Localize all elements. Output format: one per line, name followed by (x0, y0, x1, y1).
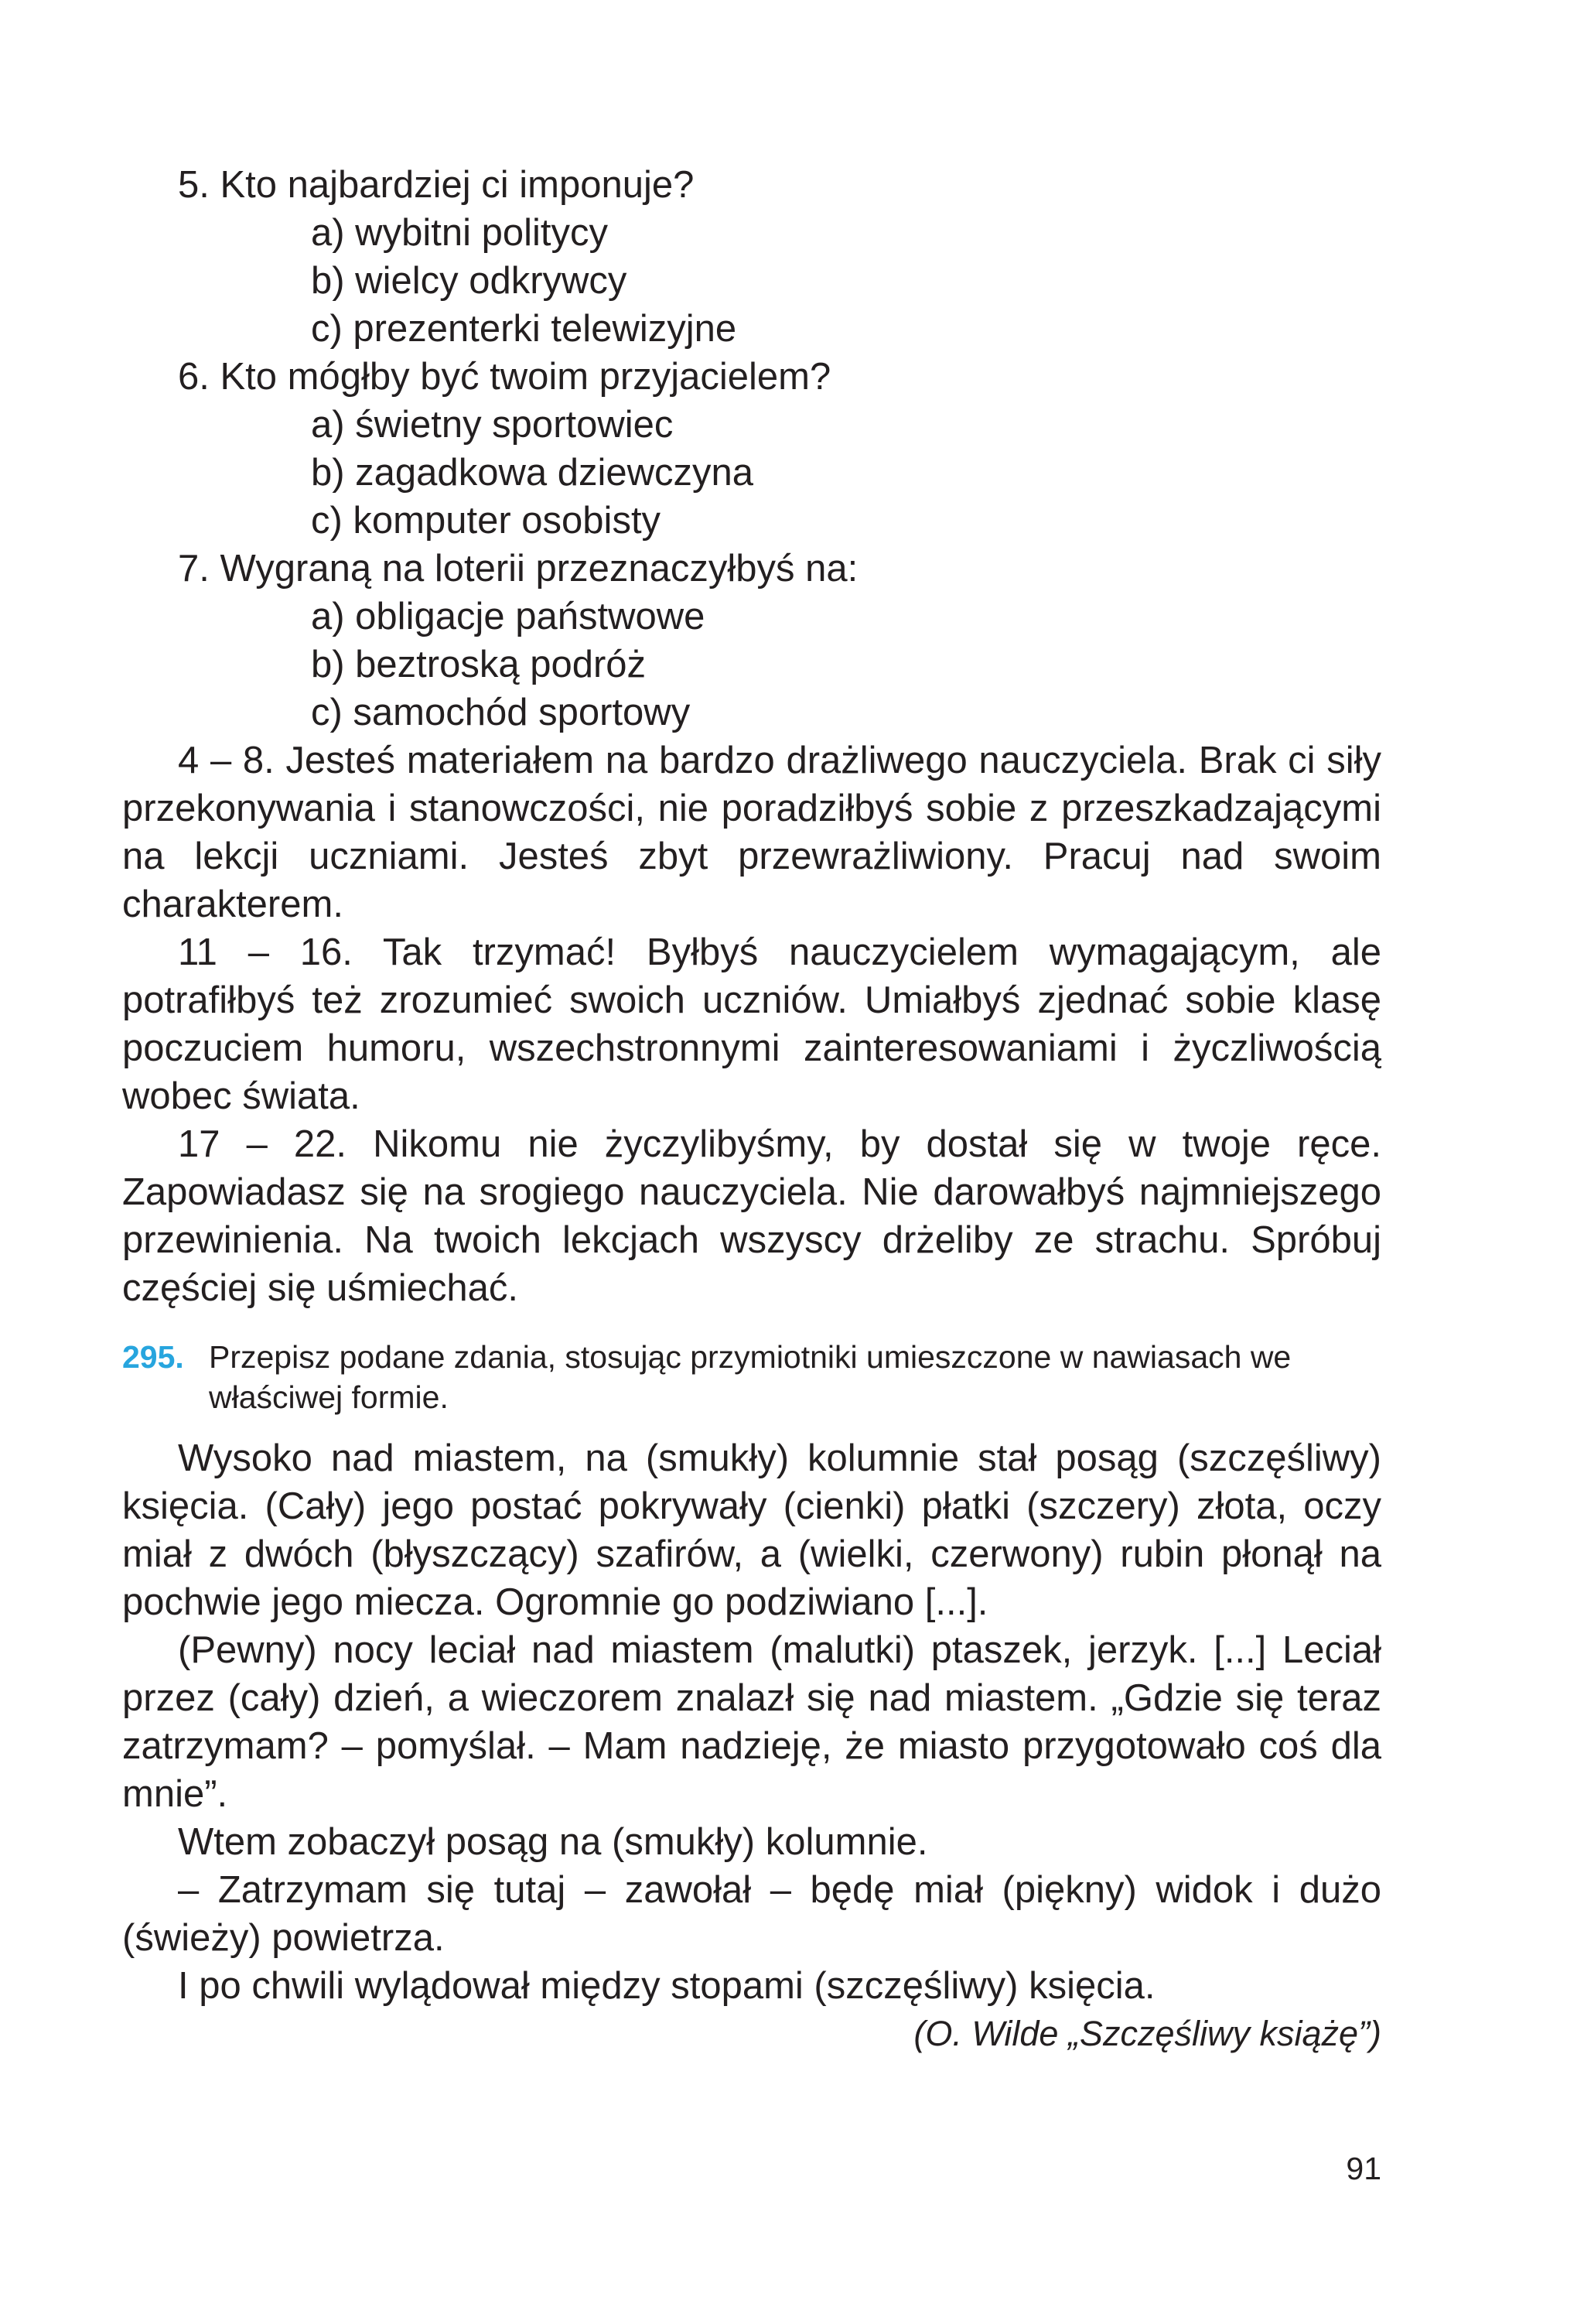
passage-paragraph: I po chwili wylądował między stopami (szczęśliwy) księcia. (178, 1965, 1156, 2007)
passage-paragraph: Wysoko nad miastem, na (smukły) kolumnie stał posąg (szczęśliwy) księcia. (Cały) jego postać pokrywały (cienki) płatki (szczery) złota, oczy miał z dwóch (błyszczący) szafirów, a (wielki, czerwony) rubin płonął na pochwie jego miecza. Ogromnie go podziwiano [...]. (122, 1437, 1381, 1623)
answer-option: a) wybitni politycy (311, 212, 608, 254)
passage-paragraph: – Zatrzymam się tutaj – zawołał – będę miał (piękny) widok i dużo (świeży) powietrza. (122, 1869, 1381, 1959)
page-number: 91 (1346, 2151, 1381, 2186)
passage-paragraph: (Pewny) nocy leciał nad miastem (malutki) ptaszek, jerzyk. [...] Leciał przez (cały) dzień, a wieczorem znalazł się nad miastem. „Gdzie się teraz zatrzymam? – pomyślał. – Mam nadzieję, że miasto przygotowało coś dla mnie”. (122, 1629, 1381, 1815)
answer-option: a) obligacje państwowe (311, 596, 705, 637)
exercise-instruction: Przepisz podane zdania, stosując przymiotniki umieszczone w nawiasach we właściwej formie. (209, 1339, 1292, 1415)
question-text: 5. Kto najbardziej ci imponuje? (178, 164, 695, 206)
exercise-295 (122, 1337, 1381, 1417)
source-citation: (O. Wilde „Szczęśliwy książę”) (913, 2014, 1381, 2053)
result-paragraph: 11 – 16. Tak trzymać! Byłbyś nauczycielem wymagającym, ale potrafiłbyś też zrozumieć swoich uczniów. Umiałbyś zjednać sobie klasę poczuciem humoru, wszechstronnymi zainteresowaniami i życzliwością wobec świata. (122, 931, 1381, 1117)
answer-option: b) beztroską podróż (311, 644, 647, 685)
exercise-number: 295. (122, 1339, 184, 1375)
question-7 (122, 545, 1381, 737)
answer-option: c) samochód sportowy (311, 692, 691, 733)
question-5 (122, 161, 1381, 353)
result-paragraph: 4 – 8. Jesteś materiałem na bardzo drażliwego nauczyciela. Brak ci siły przekonywania i stanowczości, nie poradziłbyś sobie z przeszkadzającymi na lekcji uczniami. Jesteś zbyt przewrażliwiony. Pracuj nad swoim charakterem. (122, 740, 1381, 925)
answer-option: a) świetny sportowiec (311, 404, 674, 446)
answer-option: b) wielcy odkrywcy (311, 260, 627, 302)
answer-option: c) komputer osobisty (311, 500, 661, 542)
answer-option: c) prezenterki telewizyjne (311, 308, 737, 350)
answer-option: b) zagadkowa dziewczyna (311, 452, 753, 494)
page-content (122, 161, 1381, 2058)
question-text: 7. Wygraną na loterii przeznaczyłbyś na: (178, 548, 859, 590)
result-paragraph: 17 – 22. Nikomu nie życzylibyśmy, by dostał się w twoje ręce. Zapowiadasz się na srogiego nauczyciela. Nie darowałbyś najmniejszego przewinienia. Na twoich lekcjach wszyscy drżeliby ze strachu. Spróbuj częściej się uśmiechać. (122, 1123, 1381, 1309)
question-6 (122, 353, 1381, 545)
question-text: 6. Kto mógłby być twoim przyjacielem? (178, 356, 831, 398)
passage-paragraph: Wtem zobaczył posąg na (smukły) kolumnie. (178, 1821, 928, 1863)
